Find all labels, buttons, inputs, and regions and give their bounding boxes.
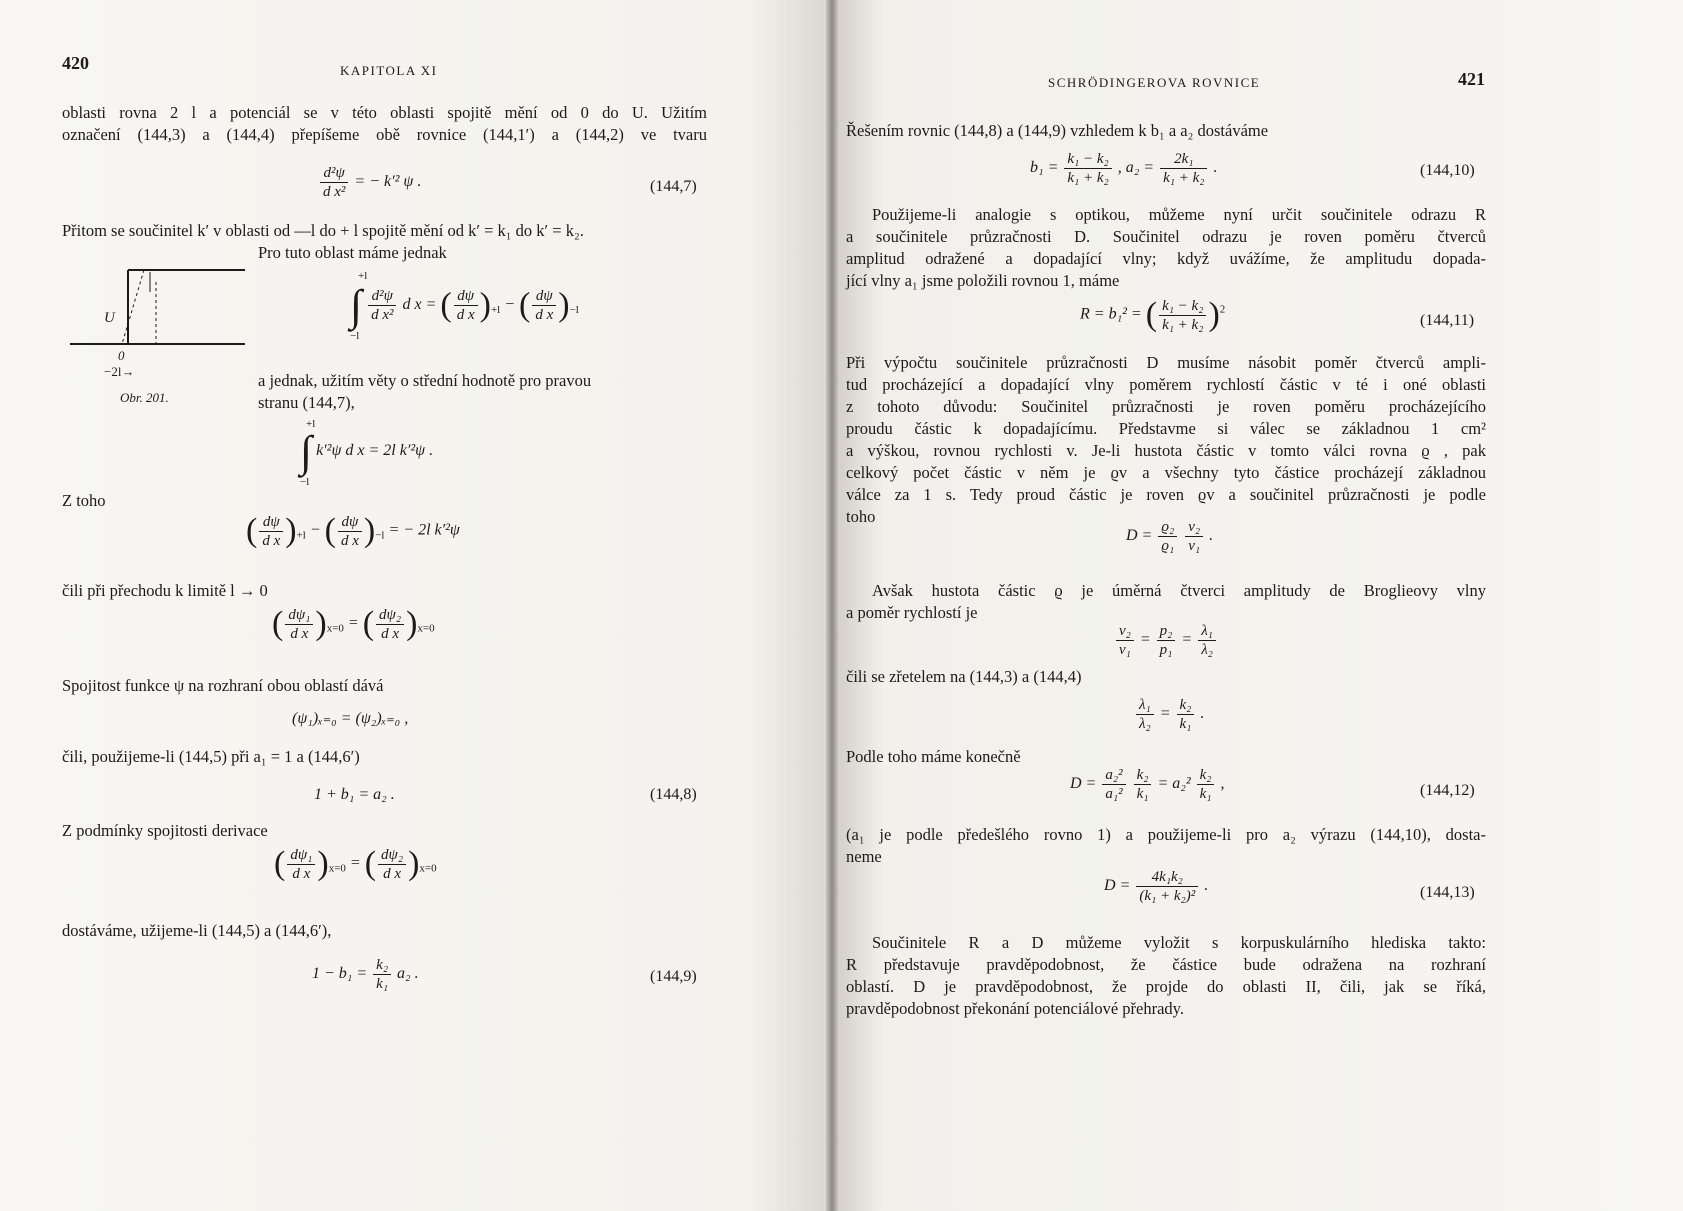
eq-numerator: λ₁ [1198, 622, 1216, 641]
equation-number: (144,8) [650, 786, 697, 803]
eq-denominator: ϱ₁ [1161, 538, 1175, 554]
equation-number: (144,11) [1420, 312, 1475, 329]
right-text-line: Při výpočtu součinitele průzračnosti D musíme násobit poměr čtverců ampli- [846, 353, 1486, 372]
left-text-line: Pro tuto oblast máme jednak [258, 243, 447, 262]
eq-rhs: = − 2l k′²ψ [388, 521, 460, 539]
eq-numerator: v₂ [1185, 518, 1203, 537]
eq-operator: = [349, 854, 361, 872]
eq-operator: − [504, 296, 516, 314]
eq-punct: . [1204, 877, 1209, 895]
eq-numerator: dψ [259, 513, 283, 532]
right-text-line: celkový počet částic v něm je ϱv a všechny tyto částice procházejí základnou [846, 463, 1486, 482]
eq-denominator: d x² [323, 184, 346, 200]
eq-numerator: 2k₁ [1160, 150, 1207, 169]
eq-lhs: 1 − b₁ = [312, 965, 368, 983]
eq-punct: . [1200, 705, 1205, 723]
left-running-head: KAPITOLA XI [340, 63, 438, 78]
eq-operator: = [1159, 705, 1171, 723]
equation-derivative-difference: ( $\frac{d\psi}{\text{d x}}$ )$_{+l}$ − ( $\frac{d\psi}{\text{d x}}$ )$_{-l}$ = − 2l k′²ψ [246, 512, 460, 549]
right-text-line: Řešením rovnic (144,8) a (144,9) vzhledem k b₁ a a₂ dostáváme [846, 121, 1269, 140]
left-text-line: stranu (144,7), [258, 393, 355, 412]
right-text-line: oblastí. D je pravděpodobnost, že projde do oblasti II, čili, jak se říká, [846, 977, 1486, 996]
eq-lhs: R = b₁² = [1080, 305, 1142, 323]
eq-numerator: dψ [338, 513, 362, 532]
eq-denominator: a₁² [1105, 786, 1123, 802]
right-text-line: a výškou, rovnou rychlosti v. Je-li hustota částic v tomto válci rovna ϱ , pak [846, 441, 1486, 460]
figure-caption: Obr. 201. [120, 390, 169, 405]
eq-numerator: λ₁ [1136, 696, 1154, 715]
eq-lhs: D = [1070, 775, 1097, 793]
left-text-line: Z toho [62, 491, 106, 510]
eq-numerator: k₁ − k₂ [1064, 150, 1111, 169]
eq-denominator: d x [262, 532, 281, 549]
equation-d-ratio [1126, 518, 1213, 555]
left-text-line: Z podmínky spojitosti derivace [62, 821, 268, 840]
equation-144-8: 1 + b₁ = a₂ . [314, 786, 395, 803]
integral-upper-limit: +l [358, 270, 368, 282]
eq-numerator: dψ₁ [287, 846, 315, 865]
eq-exponent: 2 [1219, 303, 1226, 316]
eq-denominator: d x [292, 865, 311, 882]
right-running-head: SCHRÖDINGEROVA ROVNICE [1048, 75, 1261, 90]
eq-body: k′²ψ d x = 2l k′²ψ . [316, 442, 434, 460]
eq-numerator: dψ [532, 287, 556, 306]
left-page-number: 420 [62, 53, 89, 73]
integral-lower-limit: −l [300, 476, 310, 488]
right-text-line: tud procházející a dopadající vlny poměrem rychlostí částic v té i oné oblasti [846, 375, 1486, 394]
equation-144-11: R = b₁² = ( $\frac{\text{k₁ − k₂}}{\text{k₁ + k₂}}$ )$^2$ [1080, 296, 1226, 333]
left-text-line: čili, použijeme-li (144,5) při a₁ = 1 a (144,6′) [62, 747, 360, 766]
eq-numerator: k₂ [1177, 696, 1195, 715]
left-text-line: Přitom se součinitel k′ v oblasti od —l do + l spojitě mění od k′ = k₁ do k′ = k₂. [62, 221, 584, 240]
equation-144-13 [1104, 868, 1208, 905]
right-text-line: proudu částic k dopadajícímu. Představme si válec se základnou 1 cm² [846, 419, 1486, 438]
eq-denominator: p₁ [1159, 642, 1173, 658]
eq-punct: . [1209, 527, 1214, 545]
eq-numerator: k₂ [373, 956, 391, 975]
right-text-line: z tohoto důvodu: Součinitel průzračnosti je roven poměru procházejícího [846, 397, 1486, 416]
right-text-line: Podle toho máme konečně [846, 747, 1021, 766]
figure-label-zero: 0 [118, 348, 125, 363]
eq-denominator: k₁ + k₂ [1162, 316, 1204, 333]
equation-number: (144,12) [1420, 782, 1475, 799]
eq-operator: = [1139, 631, 1151, 649]
eq-numerator: k₂ [1197, 766, 1215, 785]
eq-numerator: 4k₁k₂ [1136, 868, 1198, 887]
eq-subscript: +l [296, 529, 306, 542]
left-text-line: Spojitost funkce ψ na rozhraní obou oblastí dává [62, 676, 384, 695]
integral-upper-limit: +l [306, 418, 316, 430]
eq-denominator: d x [340, 532, 359, 549]
eq-numerator: d²ψ [320, 164, 348, 183]
right-text-line: R představuje pravděpodobnost, že částice bude odražena na rozhraní [846, 955, 1486, 974]
right-text-line: (a₁ je podle předešlého rovno 1) a použijeme-li pro a₂ výrazu (144,10), dosta- [846, 825, 1486, 844]
eq-operator: = [1181, 631, 1193, 649]
equation-velocity-ratio [1114, 622, 1218, 659]
eq-denominator: k₁ [1136, 786, 1149, 802]
equation-number: (144,13) [1420, 884, 1475, 901]
eq-numerator: d²ψ [368, 287, 396, 306]
figure-label-u: U [104, 310, 115, 326]
right-text-line: toho [846, 507, 876, 526]
equation-limit: ( $\frac{\text{dψ₁}}{\text{d x}}$ )$_{x=0}$ = ( $\frac{\text{dψ₂}}{\text{d x}}$ )$_{x=0}$ [272, 605, 435, 642]
eq-denominator: (k₁ + k₂)² [1139, 888, 1196, 904]
book-gutter [826, 0, 838, 1211]
integral-sign-icon: ∫ [350, 281, 363, 330]
eq-denominator: k₁ + k₂ [1067, 170, 1109, 186]
right-text-line: amplitud odražené a dopadající vlny; když uvážíme, že amplitudu dopada- [846, 249, 1486, 268]
eq-numerator: dψ₂ [378, 846, 406, 865]
equation-144-9 [312, 956, 419, 993]
eq-rhs: = − k′² ψ . [354, 173, 422, 191]
right-text-line: a poměr rychlostí je [846, 603, 978, 622]
eq-numerator: k₂ [1134, 766, 1152, 785]
right-text-line: neme [846, 847, 882, 866]
eq-subscript: −l [569, 304, 579, 317]
right-text-line: jící vlny a₁ jsme položili rovnou 1, máme [846, 271, 1120, 290]
left-text-line: oblasti rovna 2 l a potenciál se v této oblasti spojitě mění od 0 do U. Užitím [62, 103, 707, 122]
eq-subscript: x=0 [417, 622, 435, 635]
right-text-line: Součinitele R a D můžeme vyložit s korpuskulárního hlediska takto: [872, 933, 1486, 952]
equation-number: (144,9) [650, 968, 697, 985]
integral-equation-1: +l −l ∫ $\frac{\text{d²ψ}}{\text{d x²}}$ d x = ( $\frac{d\psi}{\text{d x}}$ )$_{+l}$ − ( $\frac{d\psi}{\text{d x}}$ )$_{-l}$ [350, 270, 579, 342]
eq-numerator: dψ₁ [285, 606, 313, 625]
eq-subscript: x=0 [326, 622, 344, 635]
eq-operator: = a₂² [1157, 775, 1191, 793]
right-text-line: Avšak hustota částic ϱ je úměrná čtverci amplitudy de Broglieovy vlny [872, 581, 1486, 600]
left-text-line: označení (144,3) a (144,4) přepíšeme obě rovnice (144,1′) a (144,2) ve tvaru [62, 125, 707, 144]
eq-denominator: λ₂ [1201, 642, 1213, 658]
right-text-line: a součinitele průzračnosti D. Součinitel odrazu je roven poměru čtverců [846, 227, 1486, 246]
right-text-line: pravděpodobnost překonání potenciálové přehrady. [846, 999, 1184, 1018]
eq-numerator: v₂ [1116, 622, 1134, 641]
eq-numerator: ϱ₂ [1158, 518, 1177, 537]
eq-numerator: k₁ − k₂ [1159, 297, 1206, 316]
eq-lhs: , a₂ = [1117, 159, 1155, 177]
eq-lhs: b₁ = [1030, 159, 1059, 177]
eq-numerator: dψ₂ [376, 606, 404, 625]
equation-144-10 [1030, 150, 1217, 187]
left-text-line: a jednak, užitím věty o střední hodnotě pro pravou [258, 371, 592, 390]
eq-denominator: k₁ [1199, 786, 1212, 802]
equation-144-12 [1070, 766, 1224, 803]
eq-numerator: a₂² [1102, 766, 1125, 785]
eq-numerator: dψ [454, 287, 478, 306]
eq-subscript: −l [375, 529, 385, 542]
eq-denominator: d x [535, 307, 554, 323]
integral-lower-limit: −l [350, 330, 360, 342]
eq-operator: − [309, 521, 321, 539]
eq-denominator: d x [381, 625, 399, 642]
left-text-line: čili při přechodu k limitě l → 0 [62, 581, 268, 600]
left-text-line: dostáváme, užijeme-li (144,5) a (144,6′), [62, 921, 332, 940]
right-text-line: čili se zřetelem na (144,3) a (144,4) [846, 667, 1082, 686]
eq-subscript: +l [490, 304, 501, 317]
eq-denominator: v₁ [1188, 538, 1201, 554]
eq-punct: , [1220, 775, 1225, 793]
eq-dx: d x = [402, 296, 437, 314]
eq-denominator: λ₂ [1139, 716, 1151, 732]
equation-lambda-ratio [1134, 696, 1204, 733]
right-page-number: 421 [1458, 69, 1485, 89]
equation-continuity: (ψ₁)ₓ₌₀ = (ψ₂)ₓ₌₀ , [292, 710, 409, 727]
equation-number: (144,10) [1420, 162, 1475, 179]
eq-denominator: k₁ [1179, 716, 1192, 732]
eq-subscript: x=0 [419, 862, 437, 875]
eq-operator: = [347, 614, 359, 632]
eq-denominator: v₁ [1119, 642, 1131, 658]
eq-denominator: d x [290, 625, 309, 642]
equation-144-7 [318, 164, 421, 201]
eq-subscript: x=0 [328, 862, 346, 875]
eq-denominator: d x [456, 307, 475, 323]
eq-denominator: d x [383, 865, 401, 882]
eq-lhs: D = [1104, 877, 1131, 895]
eq-rhs: a₂ . [397, 965, 419, 983]
equation-derivative-continuity: ( $\frac{\text{dψ₁}}{\text{d x}}$ )$_{x=0}$ = ( $\frac{\text{dψ₂}}{\text{d x}}$ )$_{x=0}$ [274, 845, 437, 882]
eq-numerator: p₂ [1157, 622, 1176, 641]
eq-denominator: k₁ + k₂ [1163, 170, 1205, 186]
figure-label-width: −2l→ [104, 364, 135, 379]
right-text-line: Použijeme-li analogie s optikou, můžeme nyní určit součinitele odrazu R [872, 205, 1486, 224]
equation-number: (144,7) [650, 178, 697, 195]
eq-denominator: d x² [371, 307, 394, 323]
eq-punct: . [1213, 159, 1218, 177]
eq-denominator: k₁ [376, 976, 389, 992]
right-text-line: válce za 1 s. Tedy proud částic je roven ϱv a součinitel průzračnosti je podle [846, 485, 1486, 504]
potential-barrier-figure [70, 262, 250, 402]
eq-lhs: D = [1126, 527, 1153, 545]
integral-equation-2 [300, 418, 434, 488]
integral-sign-icon: ∫ [300, 427, 313, 476]
